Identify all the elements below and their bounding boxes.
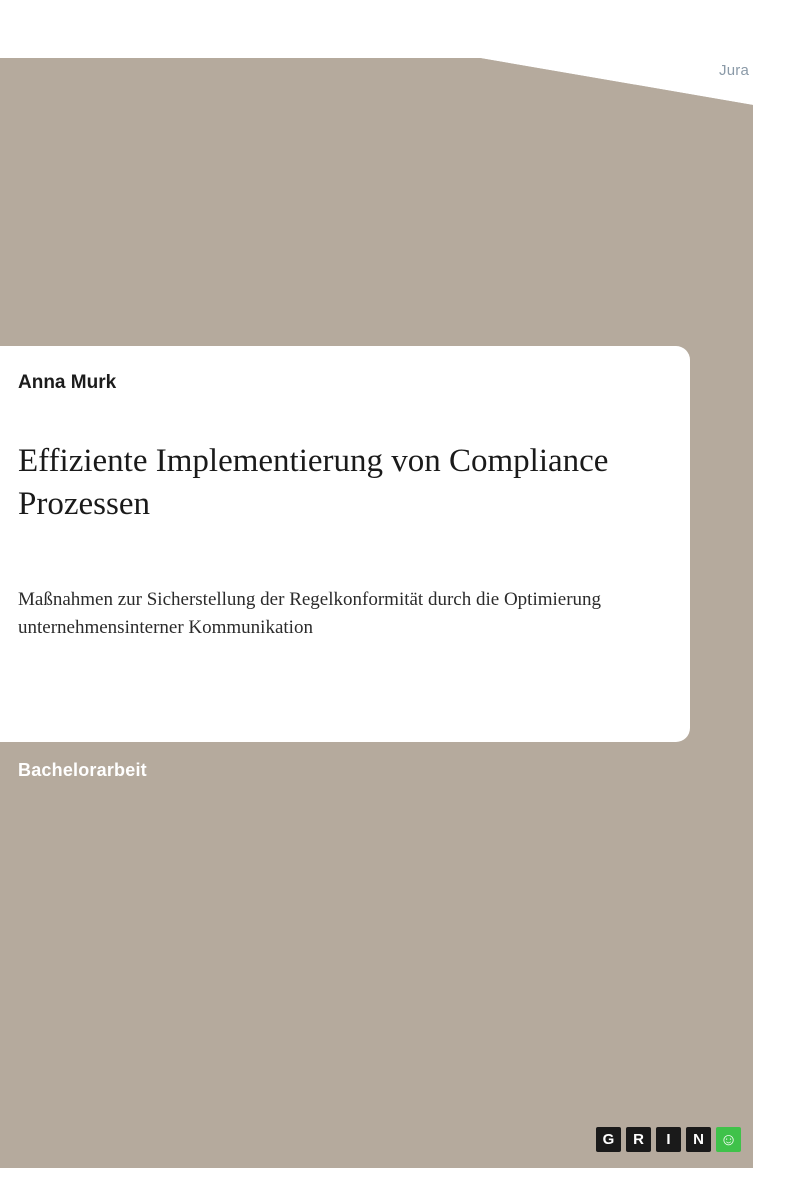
folded-corner (480, 58, 753, 105)
grin-logo (596, 1127, 741, 1152)
author-name: Anna Murk (18, 372, 117, 393)
title-card (0, 346, 690, 742)
logo-letter-i: I (656, 1127, 681, 1152)
document-type-label: Bachelorarbeit (18, 760, 147, 780)
document-subtitle: Maßnahmen zur Sicherstellung der Regelkonformität durch die Optimierung unternehmensinterner Kommunikation (18, 589, 602, 638)
smiley-icon: ☺ (716, 1127, 741, 1152)
document-title: Effiziente Implementierung von Compliance Prozessen (18, 443, 609, 522)
logo-letter-r: R (626, 1127, 651, 1152)
logo-letter-g: G (596, 1127, 621, 1152)
category-label: Jura (719, 62, 749, 79)
logo-letter-n: N (686, 1127, 711, 1152)
